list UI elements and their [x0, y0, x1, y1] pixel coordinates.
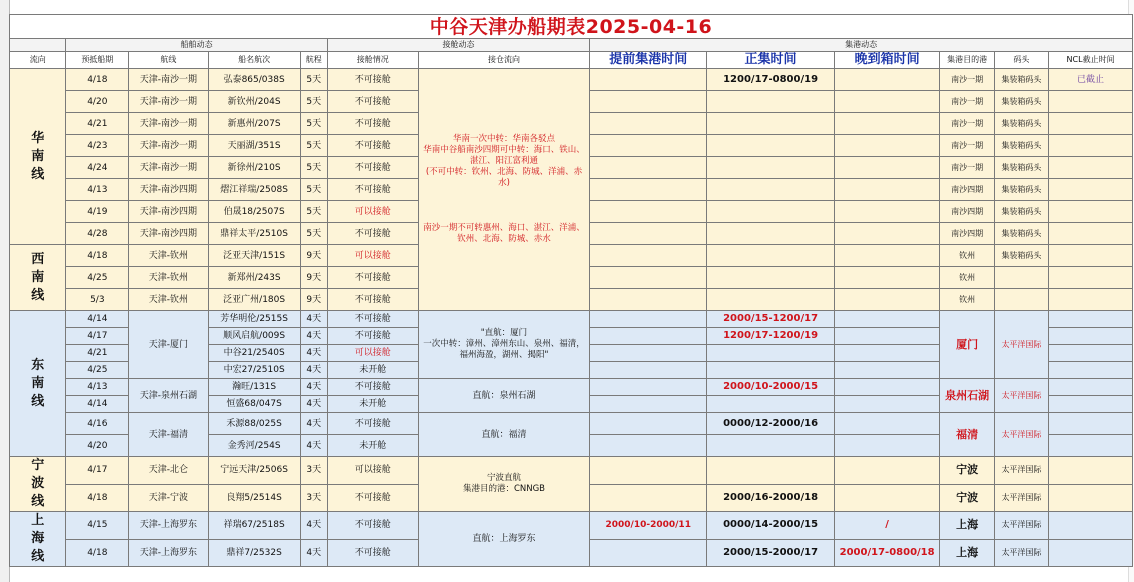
cell-terminal: 集装箱码头 [994, 157, 1048, 179]
cell-early [590, 135, 707, 157]
cell-ncl [1049, 328, 1133, 345]
cell-ncl [1049, 179, 1133, 201]
cell-dest: 厦门 [940, 311, 994, 379]
cell-vessel: 新钦州/204S [208, 91, 300, 113]
cell-normal [707, 245, 835, 267]
cell-ncl [1049, 345, 1133, 362]
cell-eta: 4/15 [66, 512, 129, 540]
cell-status: 不可接舱 [327, 289, 418, 311]
flow-note-south [418, 69, 589, 311]
cell-vessel: 宁远天津/2506S [208, 457, 300, 485]
cell-eta: 4/18 [66, 539, 129, 567]
table-row [10, 413, 1133, 435]
cell-route: 天津-上海罗东 [129, 539, 208, 567]
cell-ncl [1049, 379, 1133, 396]
cell-terminal: 太平洋国际 [994, 484, 1048, 512]
cell-transit: 9天 [300, 267, 327, 289]
cell-route: 天津-钦州 [129, 289, 208, 311]
cell-transit: 5天 [300, 157, 327, 179]
cell-late [834, 201, 940, 223]
cell-transit: 4天 [300, 379, 327, 396]
table-row [10, 379, 1133, 396]
flow-note-south-4: 南沙一期不可转惠州、海口、湛江、洋浦、钦州、北海、防城、赤水 [423, 223, 585, 244]
cell-ncl [1049, 267, 1133, 289]
cell-status: 不可接舱 [327, 179, 418, 201]
cell-vessel: 泛亚天津/151S [208, 245, 300, 267]
cell-dest: 上海 [940, 539, 994, 567]
cell-eta: 4/14 [66, 396, 129, 413]
cell-early [590, 113, 707, 135]
cell-vessel: 祥瑞67/2518S [208, 512, 300, 540]
cell-normal [707, 157, 835, 179]
column-header-row [10, 52, 1133, 69]
cell-early [590, 396, 707, 413]
cell-ncl [1049, 113, 1133, 135]
cell-vessel: 金秀河/254S [208, 435, 300, 457]
cell-route: 天津-厦门 [129, 311, 208, 379]
cell-normal [707, 179, 835, 201]
cell-eta: 4/13 [66, 379, 129, 396]
cell-transit: 4天 [300, 413, 327, 435]
cell-eta: 4/21 [66, 113, 129, 135]
cell-route: 天津-宁波 [129, 484, 208, 512]
cell-ncl [1049, 135, 1133, 157]
cell-transit: 5天 [300, 91, 327, 113]
cell-status: 未开舱 [327, 396, 418, 413]
header-receive-status: 接舱情况 [327, 52, 418, 69]
flow-note-xiamen [418, 311, 589, 379]
cell-dest: 南沙四期 [940, 223, 994, 245]
cell-terminal: 太平洋国际 [994, 311, 1048, 379]
cell-early [590, 328, 707, 345]
cell-terminal: 集装箱码头 [994, 179, 1048, 201]
cell-dest: 宁波 [940, 457, 994, 485]
cell-route: 天津-南沙一期 [129, 113, 208, 135]
cell-early [590, 435, 707, 457]
cell-early [590, 362, 707, 379]
cell-terminal: 集装箱码头 [994, 245, 1048, 267]
cell-dest: 南沙一期 [940, 157, 994, 179]
cell-late [834, 267, 940, 289]
cell-eta: 4/28 [66, 223, 129, 245]
cell-status: 不可接舱 [327, 311, 418, 328]
cell-ncl [1049, 157, 1133, 179]
region-southwest-label: 西南线 [31, 251, 45, 303]
cell-dest: 南沙一期 [940, 69, 994, 91]
flow-note-south-2: 华南中谷船南沙四期可中转：海口、铁山、湛江、阳江富利通 [423, 145, 585, 166]
group-receive: 接舱动态 [327, 39, 589, 52]
cell-late [834, 328, 940, 345]
cell-transit: 3天 [300, 457, 327, 485]
cell-normal: 2000/15-2000/17 [707, 539, 835, 567]
cell-vessel: 弘泰865/038S [208, 69, 300, 91]
cell-status: 不可接舱 [327, 69, 418, 91]
cell-ncl [1049, 484, 1133, 512]
cell-late [834, 135, 940, 157]
cell-transit: 9天 [300, 289, 327, 311]
header-transit: 航程 [300, 52, 327, 69]
cell-early [590, 289, 707, 311]
cell-early [590, 267, 707, 289]
cell-transit: 5天 [300, 223, 327, 245]
cell-normal: 0000/14-2000/15 [707, 512, 835, 540]
cell-vessel: 熠江祥瑞/2508S [208, 179, 300, 201]
cell-vessel: 瀚旺/131S [208, 379, 300, 396]
flow-note-xiamen-2: 一次中转：漳州、漳州东山、泉州、福清，福州海盈，湖州、揭阳" [423, 339, 585, 360]
cell-eta: 4/25 [66, 267, 129, 289]
cell-late [834, 245, 940, 267]
cell-vessel: 顺风启航/009S [208, 328, 300, 345]
cell-ncl [1049, 201, 1133, 223]
cell-dest: 南沙一期 [940, 91, 994, 113]
cell-eta: 4/24 [66, 157, 129, 179]
cell-early [590, 311, 707, 328]
cell-eta: 4/19 [66, 201, 129, 223]
cell-normal [707, 223, 835, 245]
cell-early [590, 413, 707, 435]
cell-terminal: 太平洋国际 [994, 512, 1048, 540]
cell-late [834, 69, 940, 91]
cell-dest: 南沙一期 [940, 135, 994, 157]
cell-vessel: 中宏27/2510S [208, 362, 300, 379]
cell-transit: 5天 [300, 113, 327, 135]
cell-late: / [834, 512, 940, 540]
cell-normal [707, 135, 835, 157]
cell-late [834, 413, 940, 435]
header-route: 航线 [129, 52, 208, 69]
cell-route: 天津-钦州 [129, 267, 208, 289]
cell-normal: 2000/10-2000/15 [707, 379, 835, 396]
flow-note-south-1: 华南一次中转：华南各驳点 [452, 134, 555, 144]
cell-dest: 钦州 [940, 289, 994, 311]
header-ncl: NCL截止时间 [1049, 52, 1133, 69]
cell-late [834, 157, 940, 179]
region-south [10, 69, 66, 245]
cell-ncl [1049, 396, 1133, 413]
cell-eta: 4/18 [66, 69, 129, 91]
cell-status: 不可接舱 [327, 223, 418, 245]
cell-dest: 南沙一期 [940, 113, 994, 135]
cell-late [834, 289, 940, 311]
cell-vessel: 伯晟18/2507S [208, 201, 300, 223]
flow-note-xiamen-1: "直航：厦门 [480, 328, 528, 338]
cell-transit: 5天 [300, 69, 327, 91]
table-row [10, 69, 1133, 91]
header-region: 流向 [10, 52, 66, 69]
header-receive-flow: 接仓流向 [418, 52, 589, 69]
cell-normal [707, 267, 835, 289]
cell-vessel: 鼎祥7/2532S [208, 539, 300, 567]
cell-terminal: 太平洋国际 [994, 539, 1048, 567]
header-early-collect: 提前集港时间 [590, 52, 707, 69]
cell-normal [707, 201, 835, 223]
cell-vessel: 恒盛68/047S [208, 396, 300, 413]
cell-early [590, 69, 707, 91]
cell-normal [707, 289, 835, 311]
cell-status: 不可接舱 [327, 512, 418, 540]
cell-vessel: 新徐州/210S [208, 157, 300, 179]
flow-note-ningbo-1: 宁波直航 [486, 473, 521, 483]
cell-route: 天津-南沙一期 [129, 91, 208, 113]
cell-route: 天津-南沙一期 [129, 157, 208, 179]
cell-eta: 4/18 [66, 484, 129, 512]
flow-note-south-3: (不可中转：钦州、北海、防城、洋浦、赤水) [425, 167, 583, 188]
cell-ncl [1049, 311, 1133, 328]
cell-early [590, 484, 707, 512]
cell-ncl [1049, 289, 1133, 311]
cell-eta: 4/16 [66, 413, 129, 435]
cell-ncl [1049, 457, 1133, 485]
cell-transit: 9天 [300, 245, 327, 267]
cell-transit: 4天 [300, 328, 327, 345]
cell-terminal: 集装箱码头 [994, 113, 1048, 135]
cell-vessel: 新惠州/207S [208, 113, 300, 135]
cell-vessel: 天丽湖/351S [208, 135, 300, 157]
cell-transit: 4天 [300, 539, 327, 567]
cell-terminal: 集装箱码头 [994, 223, 1048, 245]
cell-transit: 5天 [300, 201, 327, 223]
cell-transit: 4天 [300, 345, 327, 362]
cell-ncl [1049, 435, 1133, 457]
group-collect: 集港动态 [590, 39, 1133, 52]
cell-late [834, 396, 940, 413]
cell-route: 天津-钦州 [129, 245, 208, 267]
cell-transit: 4天 [300, 512, 327, 540]
header-normal-collect: 正集时间 [707, 52, 835, 69]
cell-eta: 4/20 [66, 91, 129, 113]
header-dest-port: 集港目的港 [940, 52, 994, 69]
cell-route: 天津-南沙四期 [129, 201, 208, 223]
cell-eta: 4/17 [66, 457, 129, 485]
cell-route: 天津-南沙四期 [129, 223, 208, 245]
region-ningbo-label: 宁波线 [31, 458, 45, 509]
cell-status: 不可接舱 [327, 413, 418, 435]
header-eta: 预抵船期 [66, 52, 129, 69]
cell-late [834, 379, 940, 396]
cell-vessel: 鼎祥太平/2510S [208, 223, 300, 245]
cell-eta: 4/23 [66, 135, 129, 157]
sheet-top-margin [0, 0, 1134, 14]
cell-terminal: 集装箱码头 [994, 69, 1048, 91]
cell-terminal: 太平洋国际 [994, 413, 1048, 457]
cell-status: 不可接舱 [327, 328, 418, 345]
flow-note-ningbo-2: 集港目的港：CNNGB [462, 484, 546, 494]
cell-terminal: 集装箱码头 [994, 201, 1048, 223]
header-terminal: 码头 [994, 52, 1048, 69]
region-southwest [10, 245, 66, 311]
cell-route: 天津-泉州石湖 [129, 379, 208, 413]
cell-normal [707, 345, 835, 362]
cell-early [590, 201, 707, 223]
cell-status: 不可接舱 [327, 157, 418, 179]
cell-route: 天津-上海罗东 [129, 512, 208, 540]
cell-late: 2000/17-0800/18 [834, 539, 940, 567]
cell-transit: 4天 [300, 362, 327, 379]
cell-normal: 1200/17-1200/19 [707, 328, 835, 345]
cell-ncl: 已截止 [1049, 69, 1133, 91]
cell-ncl [1049, 223, 1133, 245]
cell-status: 不可接舱 [327, 135, 418, 157]
cell-route: 天津-福清 [129, 413, 208, 457]
flow-note-shihu: 直航：泉州石湖 [418, 379, 589, 413]
cell-status: 可以接舱 [327, 457, 418, 485]
cell-status: 可以接舱 [327, 201, 418, 223]
cell-status: 未开舱 [327, 362, 418, 379]
region-shanghai-label: 上海线 [31, 513, 45, 564]
cell-ncl [1049, 362, 1133, 379]
cell-dest: 宁波 [940, 484, 994, 512]
header-vessel: 船名航次 [208, 52, 300, 69]
cell-eta: 4/21 [66, 345, 129, 362]
cell-route: 天津-南沙一期 [129, 69, 208, 91]
cell-late [834, 484, 940, 512]
region-south-label: 华南线 [31, 130, 45, 182]
cell-eta: 4/14 [66, 311, 129, 328]
cell-late [834, 362, 940, 379]
table-row [10, 457, 1133, 485]
cell-eta: 4/18 [66, 245, 129, 267]
cell-early [590, 379, 707, 396]
cell-ncl [1049, 539, 1133, 567]
cell-dest: 钦州 [940, 245, 994, 267]
group-blank [10, 39, 66, 52]
flow-note-ningbo [418, 457, 589, 512]
cell-normal: 0000/12-2000/16 [707, 413, 835, 435]
cell-ncl [1049, 91, 1133, 113]
cell-status: 不可接舱 [327, 379, 418, 396]
cell-status: 未开舱 [327, 435, 418, 457]
region-southeast-label: 东南线 [31, 357, 45, 409]
cell-route: 天津-南沙四期 [129, 179, 208, 201]
cell-dest: 上海 [940, 512, 994, 540]
cell-late [834, 345, 940, 362]
cell-transit: 5天 [300, 179, 327, 201]
cell-late [834, 457, 940, 485]
cell-normal [707, 91, 835, 113]
cell-status: 不可接舱 [327, 91, 418, 113]
cell-vessel: 泛亚广州/180S [208, 289, 300, 311]
group-ship: 船舶动态 [66, 39, 327, 52]
cell-early [590, 91, 707, 113]
region-shanghai [10, 512, 66, 567]
cell-dest: 南沙四期 [940, 179, 994, 201]
cell-normal [707, 457, 835, 485]
table-row [10, 512, 1133, 540]
group-header-row [10, 39, 1133, 52]
cell-early [590, 223, 707, 245]
cell-transit: 4天 [300, 396, 327, 413]
cell-ncl [1049, 413, 1133, 435]
region-southeast [10, 311, 66, 457]
cell-vessel: 芳华明伦/2515S [208, 311, 300, 328]
cell-transit: 4天 [300, 435, 327, 457]
cell-terminal: 太平洋国际 [994, 457, 1048, 485]
cell-vessel: 良翔5/2514S [208, 484, 300, 512]
cell-eta: 4/17 [66, 328, 129, 345]
cell-status: 不可接舱 [327, 267, 418, 289]
cell-normal: 1200/17-0800/19 [707, 69, 835, 91]
cell-normal: 2000/15-1200/17 [707, 311, 835, 328]
cell-transit: 5天 [300, 135, 327, 157]
cell-eta: 5/3 [66, 289, 129, 311]
cell-early: 2000/10-2000/11 [590, 512, 707, 540]
cell-dest: 钦州 [940, 267, 994, 289]
cell-status: 可以接舱 [327, 345, 418, 362]
cell-early [590, 457, 707, 485]
table-row [10, 311, 1133, 328]
cell-status: 不可接舱 [327, 113, 418, 135]
cell-status: 不可接舱 [327, 539, 418, 567]
cell-early [590, 539, 707, 567]
cell-eta: 4/20 [66, 435, 129, 457]
cell-terminal: 太平洋国际 [994, 379, 1048, 413]
flow-note-fuqing: 直航：福清 [418, 413, 589, 457]
cell-terminal [994, 267, 1048, 289]
cell-ncl [1049, 512, 1133, 540]
cell-dest: 南沙四期 [940, 201, 994, 223]
cell-terminal [994, 289, 1048, 311]
cell-normal: 2000/16-2000/18 [707, 484, 835, 512]
cell-eta: 4/25 [66, 362, 129, 379]
cell-vessel: 禾源88/025S [208, 413, 300, 435]
cell-normal [707, 113, 835, 135]
schedule-table [9, 14, 1133, 567]
cell-early [590, 157, 707, 179]
cell-dest: 泉州石湖 [940, 379, 994, 413]
cell-early [590, 179, 707, 201]
cell-transit: 4天 [300, 311, 327, 328]
cell-terminal: 集装箱码头 [994, 91, 1048, 113]
cell-late [834, 311, 940, 328]
cell-normal [707, 396, 835, 413]
cell-transit: 3天 [300, 484, 327, 512]
flow-note-gap [422, 189, 586, 223]
cell-late [834, 91, 940, 113]
cell-eta: 4/13 [66, 179, 129, 201]
cell-terminal: 集装箱码头 [994, 135, 1048, 157]
cell-early [590, 245, 707, 267]
sheet-title: 中谷天津办船期表2025-04-16 [10, 15, 1133, 39]
cell-normal [707, 362, 835, 379]
region-ningbo [10, 457, 66, 512]
cell-status: 可以接舱 [327, 245, 418, 267]
cell-late [834, 113, 940, 135]
cell-route: 天津-南沙一期 [129, 135, 208, 157]
cell-status: 不可接舱 [327, 484, 418, 512]
cell-vessel: 中谷21/2540S [208, 345, 300, 362]
cell-route: 天津-北仑 [129, 457, 208, 485]
cell-vessel: 新郑州/243S [208, 267, 300, 289]
cell-early [590, 345, 707, 362]
flow-note-shanghai: 直航：上海罗东 [418, 512, 589, 567]
cell-late [834, 179, 940, 201]
cell-dest: 福清 [940, 413, 994, 457]
cell-late [834, 435, 940, 457]
cell-late [834, 223, 940, 245]
cell-normal [707, 435, 835, 457]
cell-ncl [1049, 245, 1133, 267]
header-late-box: 晚到箱时间 [834, 52, 940, 69]
